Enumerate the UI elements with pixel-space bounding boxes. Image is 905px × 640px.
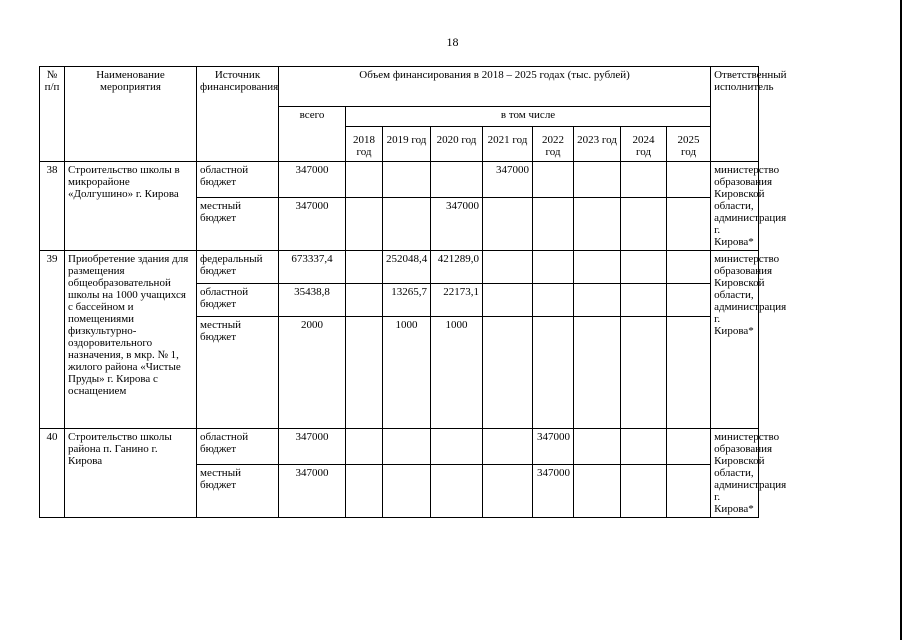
activity-name: Строительство школы района п. Ганино г. Кирова <box>65 429 197 518</box>
header-row-main <box>40 67 850 107</box>
funding-source: местный бюджет <box>197 198 279 251</box>
year-amount <box>483 429 533 465</box>
year-amount <box>667 284 711 317</box>
year-amount <box>383 198 431 251</box>
total-amount: 673337,4 <box>279 251 346 284</box>
year-amount <box>574 317 621 429</box>
year-amount: 252048,4 <box>383 251 431 284</box>
year-amount: 22173,1 <box>431 284 483 317</box>
year-amount <box>346 429 383 465</box>
header-name: Наименование мероприятия <box>65 67 197 162</box>
header-year: 2025 год <box>667 127 711 162</box>
year-amount <box>346 284 383 317</box>
financing-table <box>39 66 850 518</box>
table-row <box>40 162 850 198</box>
year-amount: 421289,0 <box>431 251 483 284</box>
year-amount: 1000 <box>383 317 431 429</box>
year-amount <box>621 251 667 284</box>
year-amount <box>483 251 533 284</box>
year-amount <box>533 198 574 251</box>
table-row <box>40 251 850 284</box>
total-amount: 35438,8 <box>279 284 346 317</box>
year-amount <box>431 465 483 518</box>
year-amount: 13265,7 <box>383 284 431 317</box>
year-amount <box>621 317 667 429</box>
responsible-executor: министерство образования Кировской области, администрация г. Кирова* <box>711 429 759 518</box>
year-amount <box>346 251 383 284</box>
year-amount <box>574 429 621 465</box>
year-amount: 347000 <box>533 465 574 518</box>
header-year: 2023 год <box>574 127 621 162</box>
year-amount <box>431 429 483 465</box>
year-amount <box>621 162 667 198</box>
funding-source: местный бюджет <box>197 317 279 429</box>
year-amount <box>667 251 711 284</box>
header-including: в том числе <box>346 107 711 127</box>
year-amount <box>533 317 574 429</box>
year-amount <box>621 198 667 251</box>
year-amount <box>483 317 533 429</box>
header-year: 2022 год <box>533 127 574 162</box>
total-amount: 347000 <box>279 162 346 198</box>
page-number: 18 <box>446 35 459 49</box>
year-amount <box>667 198 711 251</box>
header-year: 2018 год <box>346 127 383 162</box>
header-funding: Объем финансирования в 2018 – 2025 годах (тыс. рублей) <box>279 67 711 107</box>
funding-source: областной бюджет <box>197 162 279 198</box>
total-amount: 347000 <box>279 465 346 518</box>
year-amount <box>574 162 621 198</box>
year-amount <box>667 429 711 465</box>
year-amount <box>574 251 621 284</box>
total-amount: 2000 <box>279 317 346 429</box>
activity-name: Приобретение здания для размещения общеобразовательной школы на 1000 учащихся с бассейном и помещениями физкультурно-оздоровительного назначения, в мкр. № 1, жилого района «Чистые Пруды» г. Кирова с оснащением <box>65 251 197 429</box>
year-amount <box>667 317 711 429</box>
header-year: 2021 год <box>483 127 533 162</box>
funding-source: федеральный бюджет <box>197 251 279 284</box>
header-num: № п/п <box>40 67 65 162</box>
header-source: Источник финансирования <box>197 67 279 162</box>
year-amount <box>621 429 667 465</box>
year-amount <box>667 162 711 198</box>
year-amount <box>574 198 621 251</box>
year-amount <box>621 284 667 317</box>
year-amount <box>383 429 431 465</box>
funding-source: областной бюджет <box>197 429 279 465</box>
year-amount: 347000 <box>533 429 574 465</box>
total-amount: 347000 <box>279 429 346 465</box>
responsible-executor: министерство образования Кировской области, администрация г. Кирова* <box>711 251 759 429</box>
year-amount <box>483 465 533 518</box>
row-number: 38 <box>40 162 65 251</box>
year-amount: 347000 <box>431 198 483 251</box>
year-amount <box>346 162 383 198</box>
header-total: всего <box>279 107 346 162</box>
page-edge-line <box>900 0 902 640</box>
row-number: 40 <box>40 429 65 518</box>
year-amount <box>621 465 667 518</box>
header-year: 2019 год <box>383 127 431 162</box>
year-amount <box>483 284 533 317</box>
year-amount <box>533 284 574 317</box>
responsible-executor: министерство образования Кировской области, администрация г. Кирова* <box>711 162 759 251</box>
funding-source: местный бюджет <box>197 465 279 518</box>
year-amount <box>483 198 533 251</box>
year-amount <box>667 465 711 518</box>
year-amount <box>533 251 574 284</box>
year-amount <box>431 162 483 198</box>
year-amount: 1000 <box>431 317 483 429</box>
table-row <box>40 429 850 465</box>
activity-name: Строительство школы в микрорайоне «Долгушино» г. Кирова <box>65 162 197 251</box>
year-amount <box>574 284 621 317</box>
total-amount: 347000 <box>279 198 346 251</box>
year-amount <box>383 162 431 198</box>
header-year: 2020 год <box>431 127 483 162</box>
funding-source: областной бюджет <box>197 284 279 317</box>
year-amount <box>383 465 431 518</box>
header-year: 2024 год <box>621 127 667 162</box>
year-amount <box>346 317 383 429</box>
year-amount <box>533 162 574 198</box>
year-amount: 347000 <box>483 162 533 198</box>
header-responsible: Ответственный исполнитель <box>711 67 759 162</box>
year-amount <box>574 465 621 518</box>
year-amount <box>346 465 383 518</box>
year-amount <box>346 198 383 251</box>
row-number: 39 <box>40 251 65 429</box>
